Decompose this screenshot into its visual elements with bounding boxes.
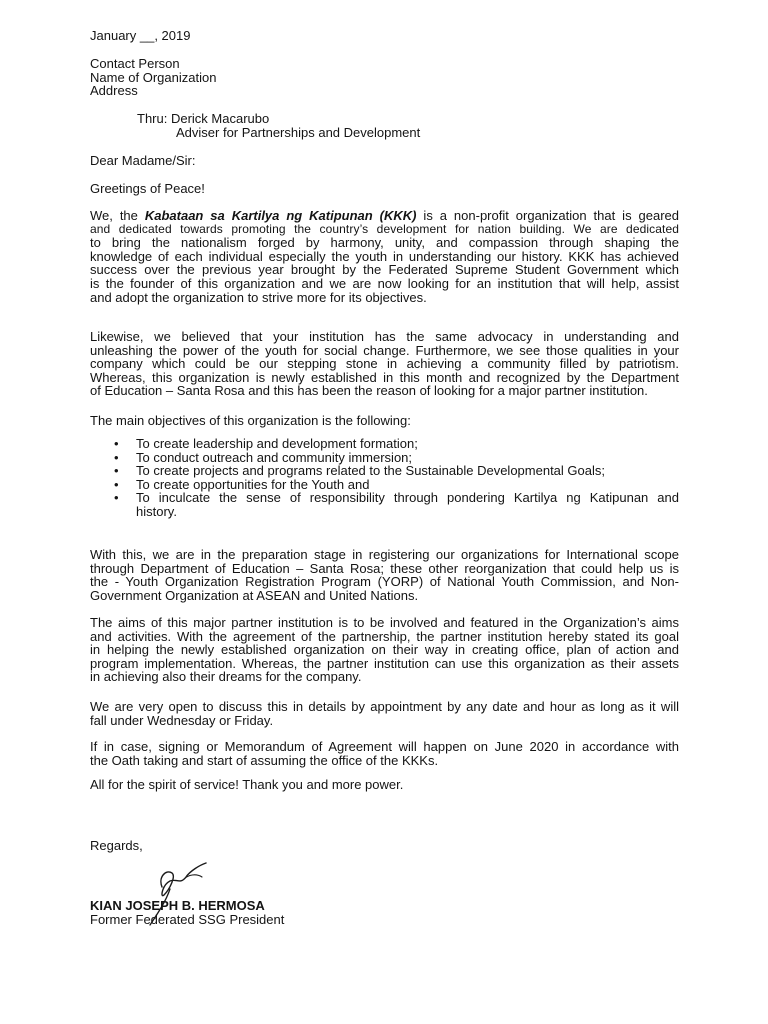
paragraph-advocacy-line2: unleashing the power of the youth for social change. Furthermore, we see those qualities in your [90,342,679,358]
intro-lead: We, the [90,208,145,223]
bullet-icon: • [114,463,119,479]
objective-text: To create leadership and development formation; [136,436,418,451]
paragraph-advocacy-line3: company which could be our stepping stone in achieving a community filled by patriotism. [90,356,679,372]
regards: Regards, [90,838,143,853]
paragraph-registration-line3: the - Youth Organization Registration Program (YORP) of National Youth Commission, and Non- [90,574,679,590]
paragraph-aims-line1: The aims of this major partner institution is to be involved and featured in the Organization’s aims [90,615,679,630]
objective-text: To create projects and programs related to the Sustainable Developmental Goals; [136,463,605,479]
paragraph-signing-line1: If in case, signing or Memorandum of Agreement will happen on June 2020 in accordance with [90,739,679,754]
paragraph-signing-line2: the Oath taking and start of assuming the office of the KKKs. [90,752,439,768]
recipient-organization: Name of Organization [90,69,217,85]
objective-text: To conduct outreach and community immersion; [136,449,413,465]
paragraph-intro-line2: and dedicated towards promoting the country’s development for nation building. We are dedicated [90,221,679,236]
paragraph-intro-line1 [90,209,679,223]
objective-text-line2: history. [136,503,177,519]
paragraph-advocacy-line5: of Education – Santa Rosa and this has been the reason of looking for a major partner institution. [90,383,648,399]
paragraph-appointment [90,700,679,727]
paragraph-intro-line4: knowledge of each individual especially the youth in understanding our history. KKK has achieved [90,248,679,264]
paragraph-signing [90,740,679,767]
objectives-intro: The main objectives of this organization is the following: [90,413,411,428]
signatory-title: Former Federated SSG President [90,912,285,927]
paragraph-registration-line1: With this, we are in the preparation stage in registering our organizations for International scope [90,547,679,562]
list-item [90,478,679,492]
thru-line: Thru: Derick Macarubo [137,111,270,126]
objective-text: To create opportunities for the Youth and [136,476,370,492]
closing-line: All for the spirit of service! Thank you and more power. [90,777,404,792]
paragraph-intro [90,209,679,304]
bullet-icon: • [114,476,119,492]
recipient-address: Address [90,83,138,99]
list-item [90,451,679,465]
letter-date: January __, 2019 [90,28,191,43]
recipient-block [90,57,216,98]
intro-line1-rest: is a non-profit organization that is geared [416,208,679,223]
list-item [90,491,679,518]
thru-title: Adviser for Partnerships and Development [176,125,421,140]
paragraph-advocacy-line4: Whereas, this organization is newly established in this month and recognized by the Department [90,369,679,385]
objective-text-line1: To inculcate the sense of responsibility through pondering Kartilya ng Katipunan and [136,490,679,506]
paragraph-intro-line3: to bring the nationalism forged by harmony, unity, and compassion through shaping the [90,235,679,251]
list-item [90,437,679,451]
paragraph-intro-line5: success over the previous year brought by the Federated Supreme Student Government which [90,262,679,278]
objective-text-multiline [136,491,679,518]
recipient-contact: Contact Person [90,56,180,71]
greeting: Greetings of Peace! [90,181,205,196]
paragraph-advocacy [90,330,679,398]
paragraph-advocacy-line1: Likewise, we believed that your institution has the same advocacy in understanding and [90,329,679,344]
paragraph-aims-line2: and activities. With the agreement of the partnership, the partner institution hereby stated its goal [90,628,679,644]
bullet-icon: • [114,436,119,451]
paragraph-intro-line6: is the founder of this organization and we are now looking for an institution that will help, assist [90,275,679,291]
paragraph-registration [90,548,679,602]
paragraph-aims-line3: in helping the newly established organization on their way in creating office, plan of action and [90,642,679,658]
paragraph-appointment-line2: fall under Wednesday or Friday. [90,712,274,728]
paragraph-appointment-line1: We are very open to discuss this in details by appointment by any date and hour as long as it will [90,699,679,714]
objectives-list [90,437,679,519]
organization-name: Kabataan sa Kartilya ng Katipunan (KKK) [144,208,417,223]
paragraph-intro-line7: and adopt the organization to strive more for its objectives. [90,289,427,305]
bullet-icon: • [114,490,119,506]
paragraph-aims-line5: in achieving also their dreams for the company. [90,669,362,685]
paragraph-aims [90,616,679,684]
paragraph-registration-line2: through Department of Education – Santa Rosa; these other reorganization that could help us is [90,560,679,576]
signatory-name: KIAN JOSEPH B. HERMOSA [90,898,265,913]
salutation: Dear Madame/Sir: [90,153,196,168]
bullet-icon: • [114,449,119,465]
paragraph-registration-line4: Government Organization at ASEAN and United Nations. [90,587,419,603]
list-item [90,464,679,478]
paragraph-aims-line4: program implementation. Whereas, the partner institution can use this organization as their assets [90,655,679,671]
